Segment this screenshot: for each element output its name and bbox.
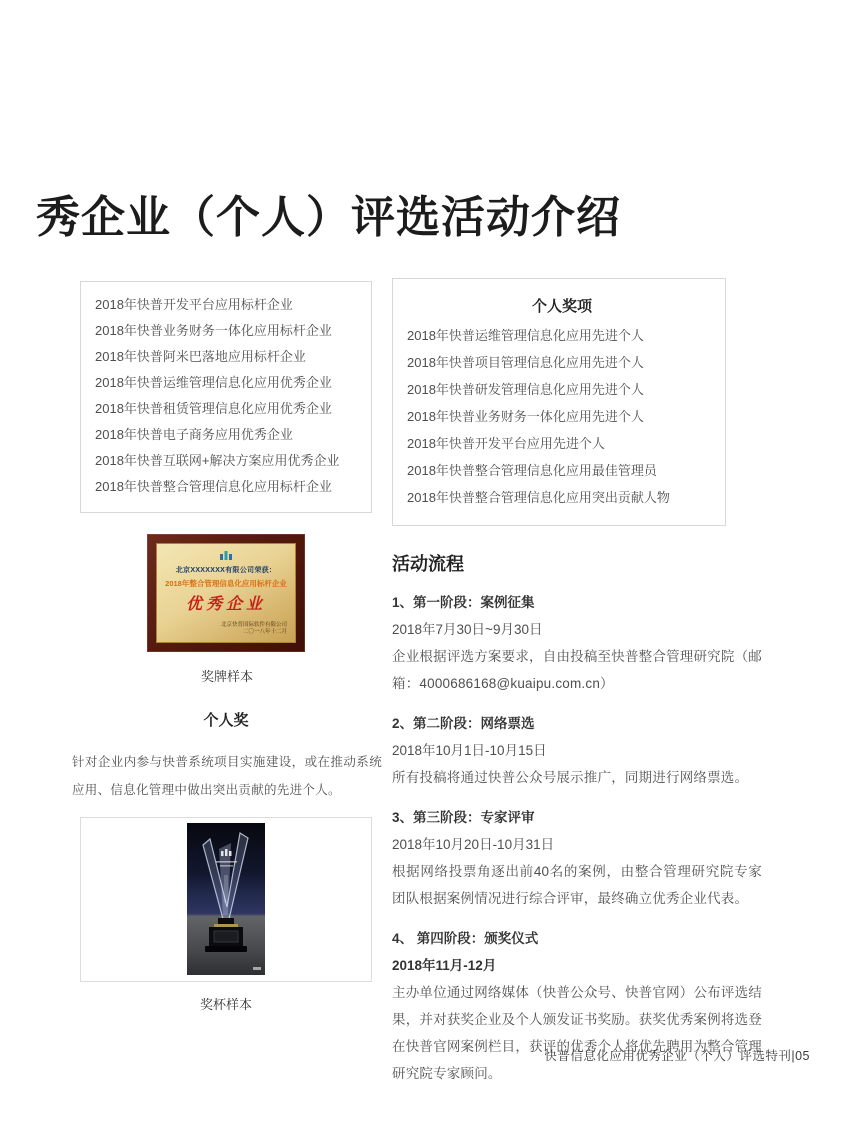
personal-award-item: 2018年快普研发管理信息化应用先进个人 (407, 382, 644, 397)
enterprise-award-item: 2018年快普阿米巴落地应用标杆企业 (95, 349, 306, 364)
enterprise-award-item: 2018年快普开发平台应用标杆企业 (95, 297, 293, 312)
medal-caption: 奖牌样本 (200, 669, 253, 684)
plaque-signature (221, 622, 287, 636)
personal-awards-title: 个人奖项 (531, 298, 592, 315)
kuaipu-logo-icon (219, 551, 233, 562)
plaque-company-line: 北京XXXXXXX有限公司荣获： (175, 567, 277, 574)
stage-heading: 3、第三阶段：专家评审 (392, 810, 535, 825)
process-stage-2 (392, 710, 762, 791)
stage-date: 2018年10月1日-10月15日 (392, 743, 547, 758)
page-footer-text: 快普信息化应用优秀企业（个人）评选特刊|05 (544, 1049, 810, 1063)
personal-award-item: 2018年快普整合管理信息化应用最佳管理员 (407, 463, 657, 478)
stage-heading: 1、第一阶段：案例征集 (392, 595, 535, 610)
enterprise-award-item: 2018年快普互联网+解决方案应用优秀企业 (95, 453, 340, 468)
stage-date: 2018年10月20日-10月31日 (392, 837, 555, 852)
enterprise-award-item: 2018年快普整合管理信息化应用标杆企业 (95, 479, 332, 494)
stage-heading: 2、第二阶段：网络票选 (392, 716, 535, 731)
personal-awards-box (392, 278, 726, 526)
personal-award-description: 针对企业内参与快普系统项目实施建设，或在推动系统应用、信息化管理中做出突出贡献的先进个人。 (72, 755, 382, 797)
process-section-heading: 活动流程 (392, 554, 464, 574)
personal-award-heading: 个人奖 (203, 712, 249, 729)
left-column (72, 281, 382, 1013)
trophy-caption: 奖杯样本 (199, 996, 252, 1012)
plaque-honor-text: 优秀企业 (185, 596, 266, 613)
personal-award-item: 2018年快普整合管理信息化应用突出贡献人物 (407, 490, 670, 505)
medal-sample-image (80, 513, 372, 652)
personal-awards-list (407, 322, 717, 511)
plaque-gold-plate (156, 543, 296, 643)
right-column (392, 278, 762, 1087)
stage-body: 主办单位通过网络媒体（快普公众号、快普官网）公布评选结果，并对获奖企业及个人颁发证书奖励。获奖优秀案例将选登在快普官网案例栏目，获评的优秀个人将优先聘用为整合管理研究院专家顾问。 (392, 985, 762, 1081)
enterprise-awards-box (80, 281, 372, 513)
personal-award-item: 2018年快普项目管理信息化应用先进个人 (407, 355, 644, 370)
stage-date: 2018年11月-12月 (392, 958, 497, 973)
personal-award-item: 2018年快普开发平台应用先进个人 (407, 436, 605, 451)
personal-award-item: 2018年快普业务财务一体化应用先进个人 (407, 409, 644, 424)
award-plaque (147, 534, 305, 652)
enterprise-award-item: 2018年快普租赁管理信息化应用优秀企业 (95, 401, 332, 416)
stage-body: 企业根据评选方案要求，自由投稿至快普整合管理研究院（邮箱：4000686168@kuaipu.com.cn） (392, 649, 762, 691)
stage-date: 2018年7月30日~9月30日 (392, 622, 543, 637)
stage-body: 根据网络投票角逐出前40名的案例，由整合管理研究院专家团队根据案例情况进行综合评审，最终确立优秀企业代表。 (392, 864, 762, 906)
page-title: 秀企业（个人）评选活动介绍 (36, 193, 621, 243)
process-stage-3 (392, 804, 762, 912)
enterprise-award-item: 2018年快普运维管理信息化应用优秀企业 (95, 375, 332, 390)
enterprise-award-item: 2018年快普电子商务应用优秀企业 (95, 427, 293, 442)
plaque-signer: 北京快普国际软件有限公司 (220, 622, 287, 628)
plaque-award-line: 2018年整合管理信息化应用标杆企业 (165, 579, 287, 588)
stage-body: 所有投稿将通过快普公众号展示推广，同期进行网络票选。 (392, 770, 749, 785)
stage-heading: 4、 第四阶段：颁奖仪式 (392, 931, 539, 946)
enterprise-awards-list (95, 292, 363, 500)
trophy-photo (187, 823, 265, 975)
process-stage-1 (392, 589, 762, 697)
trophy-sample-image (80, 817, 372, 982)
personal-award-item: 2018年快普运维管理信息化应用先进个人 (407, 328, 644, 343)
plaque-date: 二〇一八年十二月 (242, 629, 287, 635)
enterprise-award-item: 2018年快普业务财务一体化应用标杆企业 (95, 323, 332, 338)
